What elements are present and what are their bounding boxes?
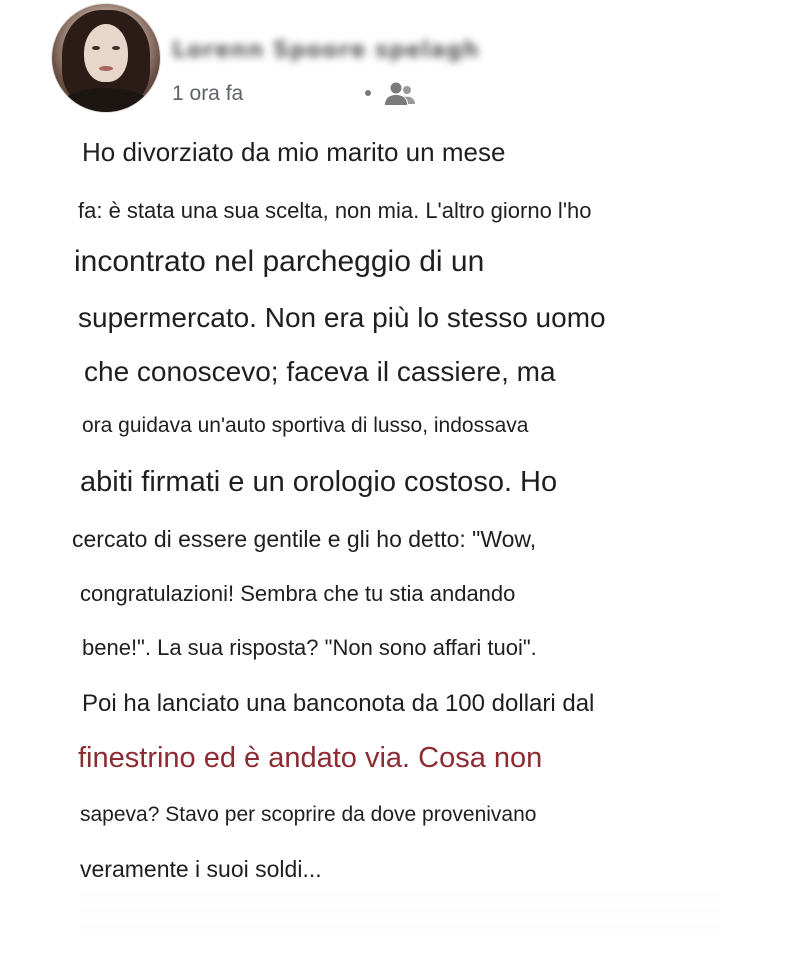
avatar-face (84, 24, 128, 82)
post-text-line-highlight: finestrino ed è andato via. Cosa non (78, 742, 543, 774)
faded-background-text (80, 880, 720, 960)
post-text-line: ora guidava un'auto sportiva di lusso, indossava (82, 414, 529, 437)
post-text-line: fa: è stata una sua scelta, non mia. L'altro giorno l'ho (78, 198, 592, 223)
separator-dot (365, 90, 371, 96)
post-text-line: abiti firmati e un orologio costoso. Ho (80, 466, 558, 498)
post-text-line: incontrato nel parcheggio di un (74, 245, 485, 278)
post-text-line: cercato di essere gentile e gli ho detto: "Wow, (72, 526, 537, 552)
author-name[interactable]: Lorenn Spoore spelagh (172, 38, 480, 63)
post-text-line: congratulazioni! Sembra che tu stia andando (80, 581, 516, 606)
group-icon (382, 80, 418, 108)
avatar-eye-left (92, 46, 100, 50)
avatar-eye-right (112, 46, 120, 50)
post-text-line: Ho divorziato da mio marito un mese (82, 137, 506, 167)
post-text-line: Poi ha lanciato una banconota da 100 dollari dal (82, 690, 595, 717)
post-text-line: supermercato. Non era più lo stesso uomo (78, 302, 606, 333)
post-text-line: veramente i suoi soldi... (80, 856, 322, 882)
author-avatar[interactable] (52, 4, 160, 112)
post-text-line: bene!". La sua risposta? "Non sono affari tuoi". (82, 635, 537, 660)
avatar-lips (99, 66, 113, 71)
post-timestamp[interactable]: 1 ora fa (172, 82, 244, 105)
post-text-line: sapeva? Stavo per scoprire da dove provenivano (80, 803, 537, 826)
post-text-line: che conoscevo; faceva il cassiere, ma (84, 356, 556, 387)
